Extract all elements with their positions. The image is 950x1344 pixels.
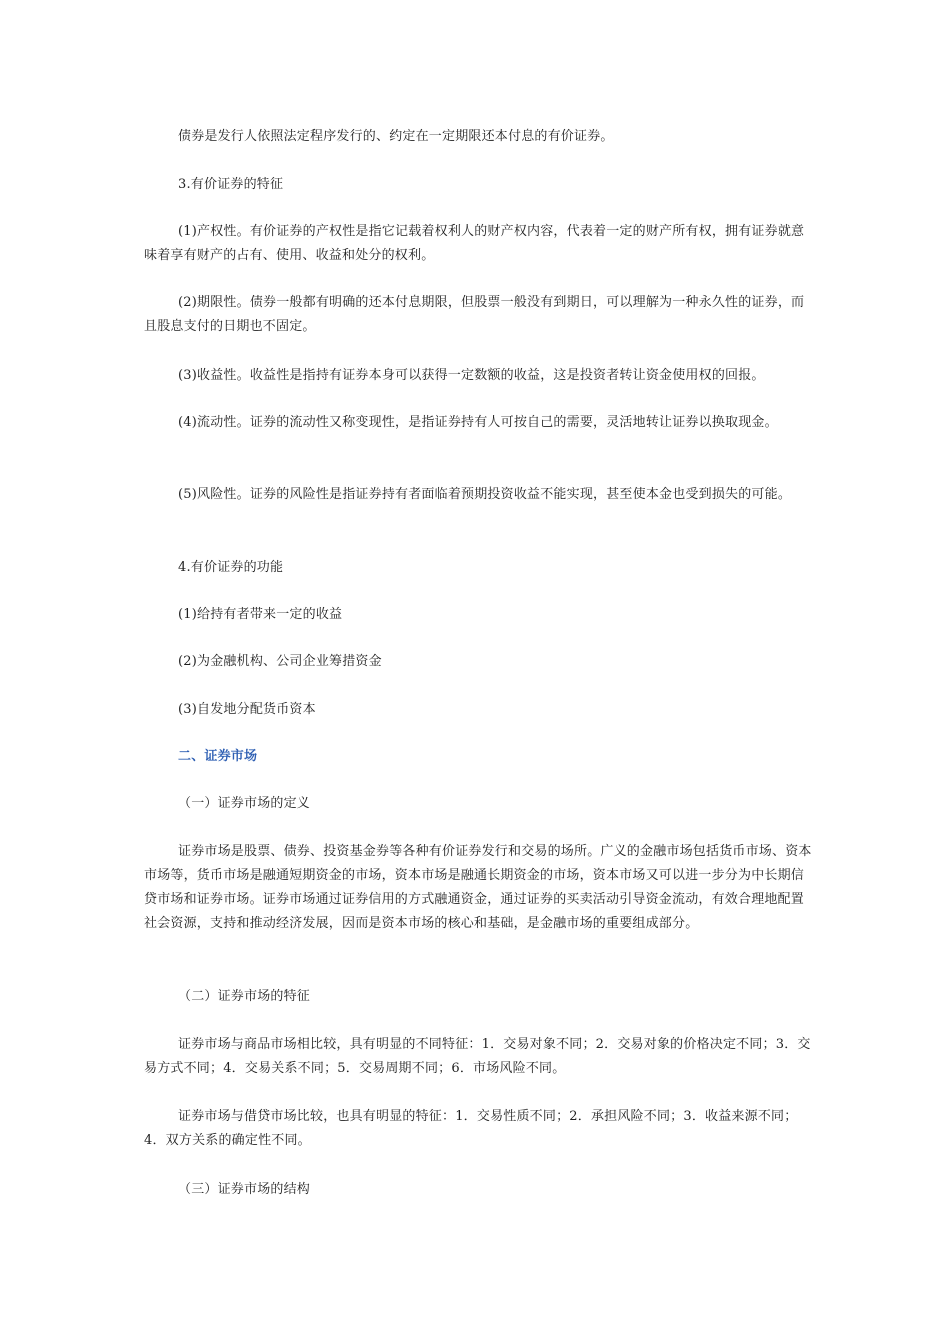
subheading-market-features: （二）证券市场的特征: [178, 989, 311, 1004]
list-item-function-2: (2)为金融机构、公司企业筹措资金: [178, 654, 382, 669]
paragraph-risk: (5)风险性。证券的风险性是指证券持有者面临着预期投资收益不能实现，甚至使本金也受到损失的可能。: [178, 487, 792, 502]
heading-securities-features: 3.有价证券的特征: [178, 177, 284, 192]
subheading-market-definition: （一）证券市场的定义: [178, 796, 311, 811]
heading-securities-functions: 4.有价证券的功能: [178, 560, 284, 575]
paragraph-vs-lending-market: 证券市场与借贷市场比较，也具有明显的特征：1．交易性质不同；2．承担风险不同；3．收益来源不同；4．双方关系的确定性不同。: [144, 1109, 798, 1148]
paragraph-property-right: (1)产权性。有价证券的产权性是指它记载着权利人的财产权内容，代表着一定的财产所有权，拥有证券就意味着享有财产的占有、使用、收益和处分的权利。: [144, 224, 805, 263]
paragraph-yield: (3)收益性。收益性是指持有证券本身可以获得一定数额的收益，这是投资者转让资金使用权的回报。: [178, 368, 765, 383]
paragraph-market-definition: 证券市场是股票、债券、投资基金券等各种有价证券发行和交易的场所。广义的金融市场包括货币市场、资本市场等，货币市场是融通短期资金的市场，资本市场是融通长期资金的市场，资本市场又可以进一步分为中长期信贷市场和证券市场。证券市场通过证券信用的方式融通资金，通过证券的买卖活动引导资金流动，有效合理地配置社会资源，支持和推动经济发展，因而是资本市场的核心和基础，是金融市场的重要组成部分。: [144, 844, 812, 931]
paragraph-vs-commodity-market: 证券市场与商品市场相比较，具有明显的不同特征：1．交易对象不同；2．交易对象的价格决定不同；3．交易方式不同；4．交易关系不同；5．交易周期不同；6．市场风险不同。: [144, 1037, 811, 1076]
subheading-market-structure: （三）证券市场的结构: [178, 1182, 311, 1197]
paragraph-term: (2)期限性。债券一般都有明确的还本付息期限，但股票一般没有到期日，可以理解为一种永久性的证券，而且股息支付的日期也不固定。: [144, 295, 805, 334]
paragraph-liquidity: (4)流动性。证券的流动性又称变现性，是指证券持有人可按自己的需要，灵活地转让证券以换取现金。: [178, 415, 778, 430]
section-heading-securities-market: 二、证券市场: [178, 749, 258, 764]
list-item-function-3: (3)自发地分配货币资本: [178, 702, 316, 717]
list-item-function-1: (1)给持有者带来一定的收益: [178, 607, 343, 622]
paragraph-bond-definition: 债券是发行人依照法定程序发行的、约定在一定期限还本付息的有价证券。: [178, 129, 614, 144]
